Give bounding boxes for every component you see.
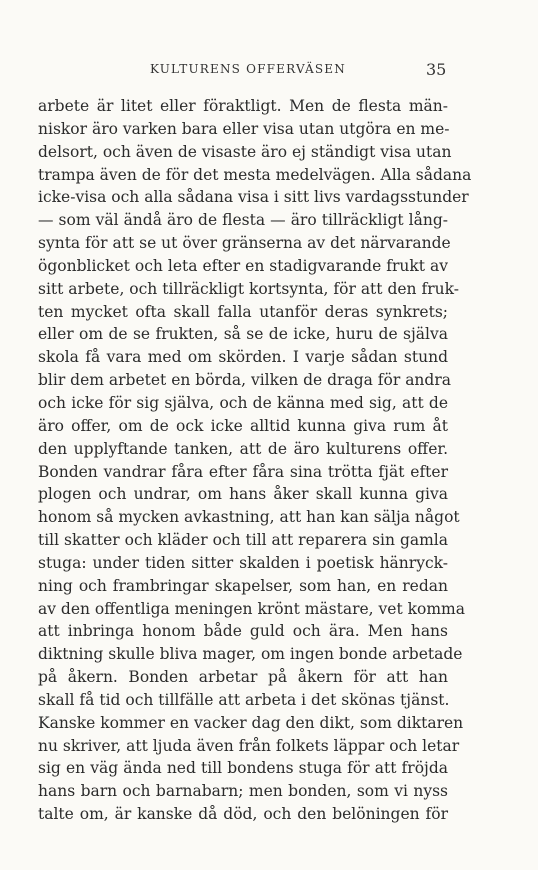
- text-line: skola få vara med om skörden. I varje sådan stund: [38, 348, 448, 367]
- text-line: skall få tid och tillfälle att arbeta i det skönas tjänst.: [38, 690, 450, 709]
- text-line: icke-visa och alla sådana visa i sitt livs vardagsstunder: [38, 188, 469, 207]
- text-line: arbete är litet eller föraktligt. Men de flesta män-: [38, 97, 448, 115]
- text-line: talte om, är kanske då död, och den belöningen för: [38, 805, 448, 824]
- text-line: nu skriver, att ljuda även från folkets läppar och letar: [38, 736, 460, 755]
- text-line: sitt arbete, och tillräckligt kortsynta, för att den fruk-: [38, 279, 459, 298]
- text-line: ögonblicket och leta efter en stadigvarande frukt av: [38, 256, 448, 275]
- text-line: trampa även de för det mesta medelvägen. Alla sådana: [38, 165, 472, 184]
- text-line: honom så mycken avkastning, att han kan sälja något: [38, 508, 460, 527]
- text-line: att inbringa honom både guld och ära. Men hans: [38, 622, 448, 641]
- text-line: delsort, och även de visaste äro ej ständigt visa utan: [38, 142, 452, 161]
- text-line: Kanske kommer en vacker dag den dikt, som diktaren: [38, 713, 464, 732]
- text-line: Bonden vandrar fåra efter fåra sina trötta fjät efter: [38, 462, 448, 481]
- text-line: på åkern. Bonden arbetar på åkern för att han: [38, 668, 448, 687]
- text-line: niskor äro varken bara eller visa utan utgöra en me-: [38, 119, 450, 138]
- text-line: till skatter och kläder och till att reparera sin gamla: [38, 531, 448, 550]
- running-title: KULTURENS OFFERVÄSEN: [150, 62, 346, 76]
- text-line: ten mycket ofta skall falla utanför deras synkrets;: [38, 302, 448, 321]
- body-text: [38, 95, 472, 826]
- text-line: och icke för sig själva, och de känna med sig, att de: [38, 393, 448, 412]
- page-number: 35: [426, 60, 447, 79]
- text-line: ning och frambringar skapelser, som han, en redan: [38, 576, 448, 595]
- text-line: hans barn och barnabarn; men bonden, som vi nyss: [38, 782, 448, 801]
- text-line: synta för att se ut över gränserna av det närvarande: [38, 234, 451, 253]
- text-line: äro offer, om de ock icke alltid kunna giva rum åt: [38, 416, 448, 435]
- text-line: sig en väg ända ned till bondens stuga för att fröjda: [38, 759, 448, 778]
- text-line: blir dem arbetet en börda, vilken de draga för andra: [38, 371, 451, 390]
- text-line: stuga: under tiden sitter skalden i poetisk hänryck-: [38, 553, 448, 572]
- running-head: [0, 62, 538, 82]
- text-line: plogen och undrar, om hans åker skall kunna giva: [38, 485, 448, 504]
- text-line: eller om de se frukten, så se de icke, huru de själva: [38, 325, 448, 344]
- text-line: den upplyftande tanken, att de äro kulturens offer.: [38, 439, 448, 458]
- text-line: diktning skulle bliva mager, om ingen bonde arbetade: [38, 645, 463, 664]
- text-line: av den offentliga meningen krönt mästare, vet komma: [38, 599, 465, 618]
- text-line: — som väl ändå äro de flesta — äro tillräckligt lång-: [38, 211, 448, 230]
